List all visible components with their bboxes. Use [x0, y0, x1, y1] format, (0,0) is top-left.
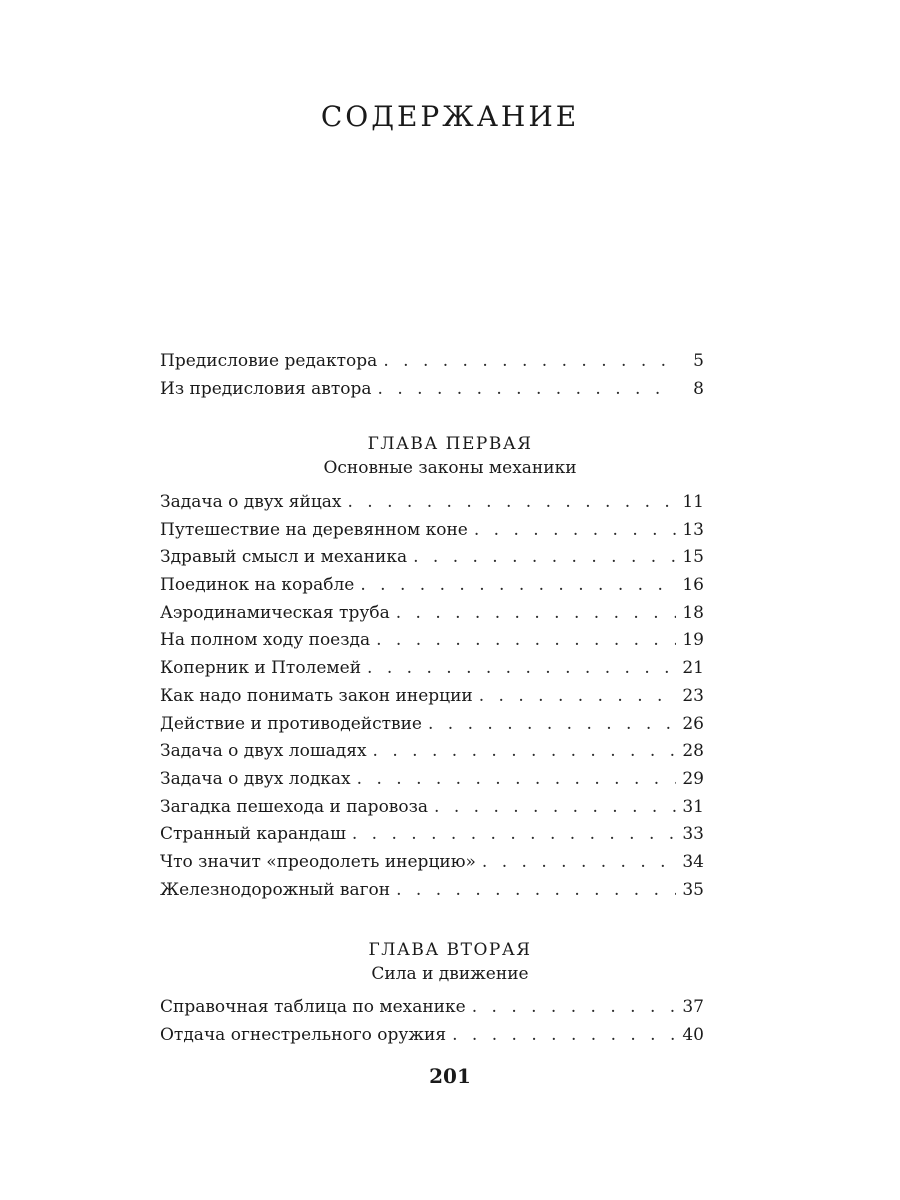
chapter-heading [0, 432, 900, 480]
toc-entry-title: Справочная таблица по механике [160, 997, 466, 1017]
dot-leader [396, 600, 676, 628]
dot-leader [396, 877, 676, 905]
toc-entry-page: 16 [682, 575, 704, 596]
chapter-entry-list [160, 489, 704, 904]
toc-entry[interactable] [160, 738, 704, 766]
chapter-entry-list [160, 994, 704, 1049]
toc-entry[interactable] [160, 544, 704, 572]
toc-entry[interactable] [160, 489, 704, 517]
toc-entry[interactable] [160, 877, 704, 905]
dot-leader [434, 794, 676, 822]
toc-entry[interactable] [160, 627, 704, 655]
toc-entry-title: Здравый смысл и механика [160, 547, 408, 568]
front-matter-list [160, 348, 704, 403]
toc-entry[interactable] [160, 794, 704, 822]
dot-leader [367, 655, 676, 683]
toc-entry[interactable] [160, 683, 704, 711]
toc-entry-page: 19 [682, 630, 704, 651]
toc-entry[interactable] [160, 348, 704, 376]
chapter-label: ГЛАВА ПЕРВАЯ [367, 434, 533, 454]
chapter-subtitle: Сила и движение [371, 964, 529, 984]
toc-entry-title: Железнодорожный вагон [160, 879, 391, 900]
dot-leader [428, 711, 676, 739]
page-title: СОДЕРЖАНИЕ [320, 100, 580, 133]
dot-leader [357, 766, 676, 794]
toc-entry-page: 26 [682, 713, 704, 734]
toc-entry[interactable] [160, 572, 704, 600]
toc-entry[interactable] [160, 849, 704, 877]
dot-leader [352, 821, 676, 849]
chapter-label: ГЛАВА ВТОРАЯ [368, 940, 532, 960]
toc-entry-page: 8 [693, 378, 704, 399]
dot-leader [373, 738, 676, 766]
toc-entry-page: 40 [682, 1024, 704, 1045]
toc-entry-title: Что значит «преодолеть инерцию» [160, 851, 476, 872]
toc-entry-page: 34 [682, 851, 704, 872]
toc-entry[interactable] [160, 600, 704, 628]
toc-entry-page: 18 [682, 602, 704, 623]
dot-leader [472, 994, 676, 1022]
toc-entry[interactable] [160, 766, 704, 794]
toc-entry-title: Предисловие редактора [160, 351, 378, 371]
dot-leader [474, 517, 676, 545]
toc-entry-page: 11 [682, 492, 704, 512]
toc-entry-title: Странный карандаш [160, 824, 346, 845]
dot-leader [378, 376, 676, 404]
toc-entry-page: 33 [682, 824, 704, 845]
dot-leader [452, 1022, 676, 1050]
toc-entry[interactable] [160, 655, 704, 683]
toc-entry[interactable] [160, 994, 704, 1022]
chapter-subtitle: Основные законы механики [323, 458, 577, 478]
toc-entry-page: 31 [682, 796, 704, 817]
toc-entry-page: 5 [693, 351, 704, 371]
toc-entry-title: Коперник и Птолемей [160, 658, 362, 679]
toc-entry-title: Задача о двух лодках [160, 768, 351, 789]
toc-entry-page: 29 [682, 768, 704, 789]
toc-entry-title: Загадка пешехода и паровоза [160, 796, 429, 817]
toc-entry-page: 15 [682, 547, 704, 568]
dot-leader [479, 683, 676, 711]
dot-leader [413, 544, 676, 572]
toc-entry-page: 37 [682, 997, 704, 1017]
dot-leader [482, 849, 676, 877]
dot-leader [383, 348, 676, 376]
toc-entry-title: Задача о двух лошадях [160, 741, 367, 762]
toc-entry-title: Поединок на корабле [160, 575, 355, 596]
toc-entry-page: 23 [682, 685, 704, 706]
toc-entry-title: Путешествие на деревянном коне [160, 519, 468, 540]
chapter-heading [0, 938, 900, 986]
toc-entry-page: 13 [682, 519, 704, 540]
toc-entry-title: Из предисловия автора [160, 378, 372, 399]
dot-leader [348, 489, 677, 517]
dot-leader [360, 572, 676, 600]
toc-entry[interactable] [160, 517, 704, 545]
toc-entry[interactable] [160, 711, 704, 739]
toc-entry-page: 35 [682, 879, 704, 900]
toc-entry-page: 28 [682, 741, 704, 762]
toc-entry-page: 21 [682, 658, 704, 679]
dot-leader [376, 627, 676, 655]
toc-entry-title: Как надо понимать закон инерции [160, 685, 473, 706]
toc-entry-title: Аэродинамическая труба [160, 602, 390, 623]
toc-entry-title: Действие и противодействие [160, 713, 422, 734]
toc-entry-title: На полном ходу поезда [160, 630, 371, 651]
toc-entry[interactable] [160, 376, 704, 404]
toc-entry[interactable] [160, 821, 704, 849]
toc-entry-title: Задача о двух яйцах [160, 492, 342, 512]
toc-entry-title: Отдача огнестрельного оружия [160, 1024, 447, 1045]
toc-entry[interactable] [160, 1022, 704, 1050]
page-number: 201 [429, 1064, 471, 1088]
